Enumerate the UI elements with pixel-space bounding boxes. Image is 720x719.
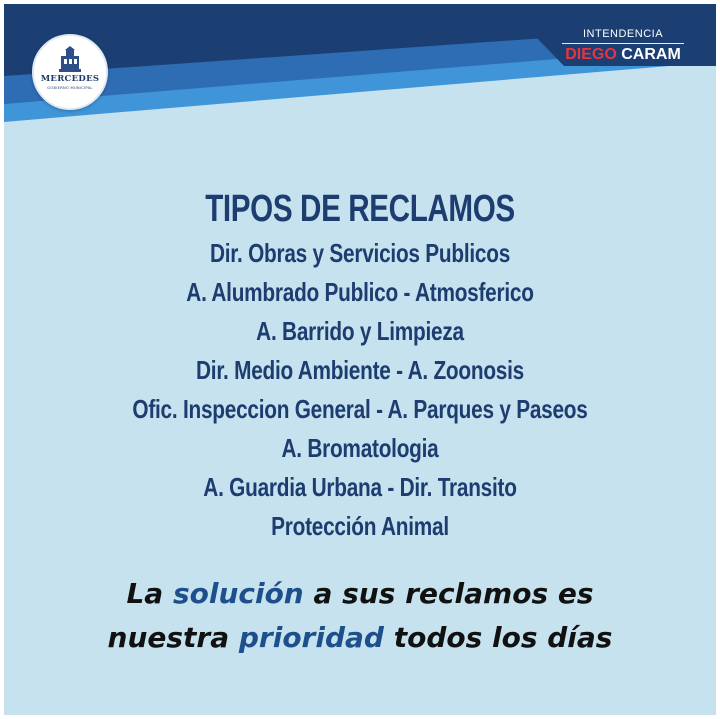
list-item: A. Bromatologia bbox=[281, 433, 439, 463]
poster bbox=[4, 4, 716, 715]
tagline-line-1 bbox=[4, 572, 716, 616]
intendente-name bbox=[558, 46, 688, 64]
tagline-highlight: solución bbox=[172, 577, 304, 610]
logo-subtitle: GOBIERNO MUNICIPAL bbox=[47, 86, 93, 90]
list-item: Protección Animal bbox=[271, 511, 449, 541]
tagline-text: todos los días bbox=[383, 621, 613, 654]
list-item: A. Guardia Urbana - Dir. Transito bbox=[203, 472, 517, 502]
logo-name: MERCEDES bbox=[40, 74, 100, 84]
intendente-last-name: CARAM bbox=[621, 46, 681, 63]
tagline-text: La bbox=[126, 577, 173, 610]
list-item: Dir. Obras y Servicios Publicos bbox=[209, 238, 511, 268]
tagline bbox=[4, 572, 716, 660]
intendencia-label: INTENDENCIA bbox=[582, 28, 664, 40]
page-title: TIPOS DE RECLAMOS bbox=[205, 188, 515, 230]
intendencia-badge bbox=[558, 28, 688, 64]
list-item: Dir. Medio Ambiente - A. Zoonosis bbox=[195, 355, 524, 385]
list-item: A. Alumbrado Publico - Atmosferico bbox=[186, 277, 534, 307]
tagline-text: nuestra bbox=[107, 621, 239, 654]
intendencia-divider bbox=[562, 43, 684, 44]
tagline-text: a sus reclamos es bbox=[303, 577, 594, 610]
municipal-building-icon bbox=[58, 46, 82, 72]
tagline-highlight: prioridad bbox=[238, 621, 384, 654]
list-item: Ofic. Inspeccion General - A. Parques y Paseos bbox=[132, 394, 588, 424]
list-item: A. Barrido y Limpieza bbox=[256, 316, 464, 346]
municipality-logo bbox=[32, 34, 108, 110]
tagline-line-2 bbox=[4, 616, 716, 660]
header-banner bbox=[4, 4, 716, 144]
claims-list bbox=[4, 184, 716, 546]
intendente-first-name: DIEGO bbox=[565, 46, 617, 63]
